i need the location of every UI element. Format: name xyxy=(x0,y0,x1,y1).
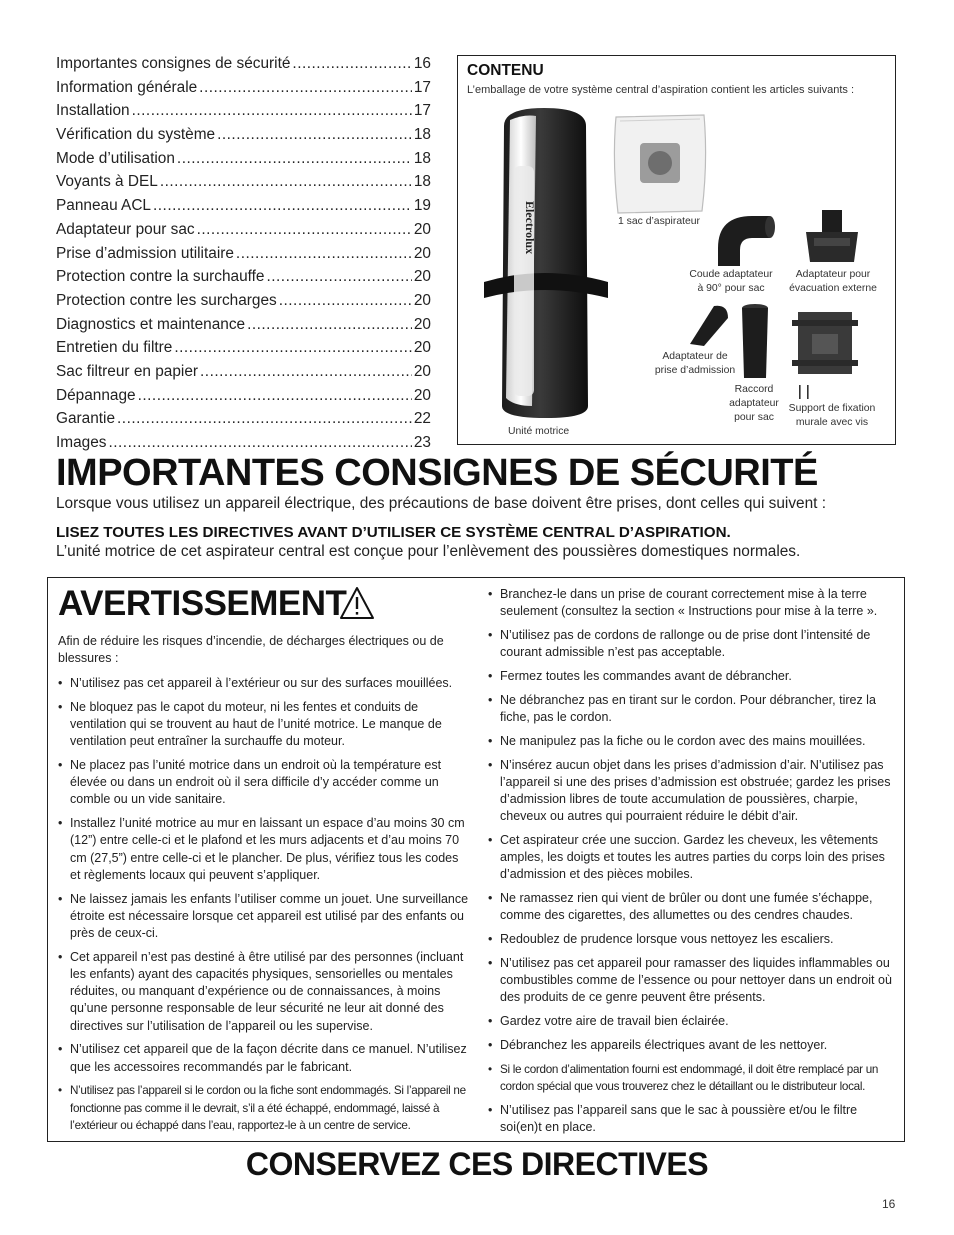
warning-item: • Cet aspirateur crée une succion. Gardez les cheveux, les vêtements amples, les doigts et toutes les autres parties du corps loin des prises d’admission et des pièces mobiles. xyxy=(488,832,900,884)
toc-page: 18 xyxy=(413,149,431,167)
warning-item: • Si le cordon d’alimentation fourni est endommagé, il doit être remplacé par un cordon spécial que vous trouverez chez le détaillant ou le distributeur local. xyxy=(488,1061,900,1095)
toc-page: 23 xyxy=(413,434,431,451)
toc-title: Protection contre la surchauffe xyxy=(56,268,265,286)
warning-item: • Cet appareil n’est pas destiné à être utilisé par des personnes (incluant les enfants) ayant des capacités physiques, sensorielles ou mentales réduites, ou manquant d’expérience ou de connaissances, à moins qu’une personne responsable de leur sécurité ne leur ait donné des directives sur l’utilisation de l’appareil ou les supervise. xyxy=(58,949,470,1035)
toc-entry[interactable] xyxy=(56,360,431,384)
page-number: 16 xyxy=(882,1197,896,1211)
table-of-contents xyxy=(56,52,431,455)
read-instructions-notice: LISEZ TOUTES LES DIRECTIVES AVANT D’UTILISER CE SYSTÈME CENTRAL D’ASPIRATION. xyxy=(56,524,731,541)
elbow-adapter-image xyxy=(708,206,778,268)
toc-title: Mode d’utilisation xyxy=(56,149,175,167)
wall-bracket-image xyxy=(792,306,860,378)
toc-entry[interactable] xyxy=(56,384,431,408)
toc-entry[interactable] xyxy=(56,52,431,76)
warning-item: • N’utilisez pas de cordons de rallonge ou de prise dont l’intensité de courant admissible n’est pas acceptable. xyxy=(488,627,900,661)
toc-title: Diagnostics et maintenance xyxy=(56,315,246,333)
warning-left-column xyxy=(58,675,470,1141)
toc-title: Sac filtreur en papier xyxy=(56,362,199,380)
page-title: IMPORTANTES CONSIGNES DE SÉCURITÉ xyxy=(56,452,818,494)
toc-title: Images xyxy=(56,434,107,451)
toc-page: 20 xyxy=(413,386,431,404)
warning-intro: Afin de réduire les risques d’incendie, de décharges électriques ou de blessures : xyxy=(58,634,444,666)
warning-item: • Installez l’unité motrice au mur en laissant un espace d’au moins 30 cm (12”) entre celle-ci et le plafond et les murs adjacents et d’au moins 70 cm (27,5”) entre celle-ci et le plancher. De plus, vérifiez tous les codes et règlements locaux qui peuvent s’appliquer. xyxy=(58,815,470,884)
warning-item: • Ne laissez jamais les enfants l’utiliser comme un jouet. Une surveillance étroite est nécessaire lorsque cet appareil est utilisé par des enfants ou près de ceux-ci. xyxy=(58,891,470,943)
toc-entry[interactable] xyxy=(56,242,431,266)
toc-title: Vérification du système xyxy=(56,126,216,144)
caption-bag: 1 sac d’aspirateur xyxy=(618,216,701,227)
toc-page: 16 xyxy=(413,55,431,72)
toc-entry[interactable] xyxy=(56,218,431,242)
warning-item: • N’utilisez pas l’appareil sans que le sac à poussière et/ou le filtre soi(en)t en place. xyxy=(488,1102,900,1136)
toc-entry[interactable] xyxy=(56,289,431,313)
toc-page: 20 xyxy=(413,291,431,309)
toc-entry[interactable] xyxy=(56,99,431,123)
toc-title: Protection contre les surcharges xyxy=(56,291,277,309)
warning-item: • Branchez-le dans un prise de courant correctement mise à la terre seulement (consultez la section « Instructions pour mise à la terre ». xyxy=(488,586,900,620)
contents-title: CONTENU xyxy=(467,62,544,79)
screws-image xyxy=(796,384,812,400)
toc-entry[interactable] xyxy=(56,313,431,337)
warning-title: AVERTISSEMENT xyxy=(58,584,347,623)
warning-item: • Ne bloquez pas le capot du moteur, ni les fentes et conduits de ventilation qui se trouvent au haut de l’unité motrice. Le manque de ventilation peut entraîner la surchauffe du moteur. xyxy=(58,699,470,751)
contents-intro: L’emballage de votre système central d’aspiration contient les articles suivants : xyxy=(467,84,855,96)
toc-title: Panneau ACL xyxy=(56,197,151,215)
warning-item: • N’insérez aucun objet dans les prises d’admission d’air. N’utilisez pas l’appareil si une des prises d’admission est obstruée; gardez les prises d’admission libres de toute accumulation de poussières, charpie, cheveux ou autres qui pourraient réduire le débit d’air. xyxy=(488,757,900,826)
vacuum-bag-image xyxy=(610,111,710,216)
bag-coupling-image xyxy=(738,302,772,382)
toc-title: Installation xyxy=(56,102,130,120)
toc-title: Prise d’admission utilitaire xyxy=(56,244,234,262)
warning-triangle-icon xyxy=(338,585,376,621)
toc-entry[interactable] xyxy=(56,407,431,431)
warning-item: • Redoublez de prudence lorsque vous nettoyez les escaliers. xyxy=(488,931,900,948)
caption-coupling: Raccord adaptateur pour sac xyxy=(729,384,779,423)
warning-item: • Débranchez les appareils électriques avant de les nettoyer. xyxy=(488,1037,900,1054)
caption-inlet: Adaptateur de prise d’admission xyxy=(654,351,736,376)
caption-exhaust: Adaptateur pour évacuation externe xyxy=(789,269,877,294)
toc-page: 19 xyxy=(413,197,431,215)
toc-page: 18 xyxy=(413,173,431,191)
warning-item: • Fermez toutes les commandes avant de débrancher. xyxy=(488,668,900,685)
toc-page: 20 xyxy=(413,268,431,286)
warning-item: • N’utilisez cet appareil que de la façon décrite dans ce manuel. N’utilisez que les accessoires recommandés par le fabricant. xyxy=(58,1041,470,1075)
toc-title: Garantie xyxy=(56,410,116,428)
toc-entry[interactable] xyxy=(56,76,431,100)
warning-item: • N’utilisez pas cet appareil pour ramasser des liquides inflammables ou combustibles comme de l’essence ou pour nettoyer dans un endroit où des produits de ce genre peuvent être présents. xyxy=(488,955,900,1007)
toc-page: 20 xyxy=(413,339,431,357)
toc-title: Importantes consignes de sécurité xyxy=(56,55,291,72)
toc-title: Adaptateur pour sac xyxy=(56,220,195,238)
save-instructions-heading: CONSERVEZ CES DIRECTIVES xyxy=(245,1146,709,1182)
power-unit-image xyxy=(474,106,614,426)
toc-page: 20 xyxy=(413,362,431,380)
intro-text-2: L’unité motrice de cet aspirateur central est conçue pour l’enlèvement des poussières domestiques normales. xyxy=(56,543,801,560)
toc-page: 20 xyxy=(413,315,431,333)
warning-right-column xyxy=(488,586,900,1143)
caption-bracket: Support de fixation murale avec vis xyxy=(788,403,876,428)
exhaust-adapter-image xyxy=(802,208,862,266)
inlet-adapter-image xyxy=(684,300,732,348)
toc-entry[interactable] xyxy=(56,170,431,194)
brand-logo: Electrolux xyxy=(523,201,537,255)
package-contents-box xyxy=(457,55,896,445)
caption-power-unit: Unité motrice xyxy=(508,426,570,437)
toc-title: Information générale xyxy=(56,78,198,96)
toc-page: 17 xyxy=(413,102,431,120)
toc-page: 20 xyxy=(413,244,431,262)
toc-entry[interactable] xyxy=(56,147,431,171)
toc-page: 17 xyxy=(413,78,431,96)
warning-item: • Ne ramassez rien qui vient de brûler ou dont une fumée s’échappe, comme des cigarettes, des allumettes ou des cendres chaudes. xyxy=(488,890,900,924)
toc-page: 22 xyxy=(413,410,431,428)
toc-title: Dépannage xyxy=(56,386,136,404)
toc-entry[interactable] xyxy=(56,194,431,218)
toc-page: 20 xyxy=(413,220,431,238)
warning-item: • N’utilisez pas cet appareil à l’extérieur ou sur des surfaces mouillées. xyxy=(58,675,470,692)
caption-elbow: Coude adaptateur à 90° pour sac xyxy=(689,269,773,294)
toc-title: Entretien du filtre xyxy=(56,339,173,357)
toc-page: 18 xyxy=(413,126,431,144)
warning-box xyxy=(47,577,905,1142)
toc-entry[interactable] xyxy=(56,123,431,147)
warning-item: • Gardez votre aire de travail bien éclairée. xyxy=(488,1013,900,1030)
toc-title: Voyants à DEL xyxy=(56,173,158,191)
toc-entry[interactable] xyxy=(56,265,431,289)
warning-item: • Ne débranchez pas en tirant sur le cordon. Pour débrancher, tirez la fiche, pas le cordon. xyxy=(488,692,900,726)
warning-item: • Ne placez pas l’unité motrice dans un endroit où la température est élevée ou dans un endroit où il sera difficile d’y accéder comme un comble ou un vide sanitaire. xyxy=(58,757,470,809)
warning-item: • Ne manipulez pas la fiche ou le cordon avec des mains mouillées. xyxy=(488,733,900,750)
warning-item: • N’utilisez pas l’appareil si le cordon ou la fiche sont endommagés. Si l’appareil ne fonctionne pas comme il le devrait, s’il a été échappé, endommagé, laissé à l’extérieur ou échappé dans l’eau, rapportez-le à un centre de service. xyxy=(58,1082,470,1134)
toc-entry[interactable] xyxy=(56,336,431,360)
intro-text: Lorsque vous utilisez un appareil électrique, des précautions de base doivent être prises, dont celles qui suivent : xyxy=(56,495,826,512)
